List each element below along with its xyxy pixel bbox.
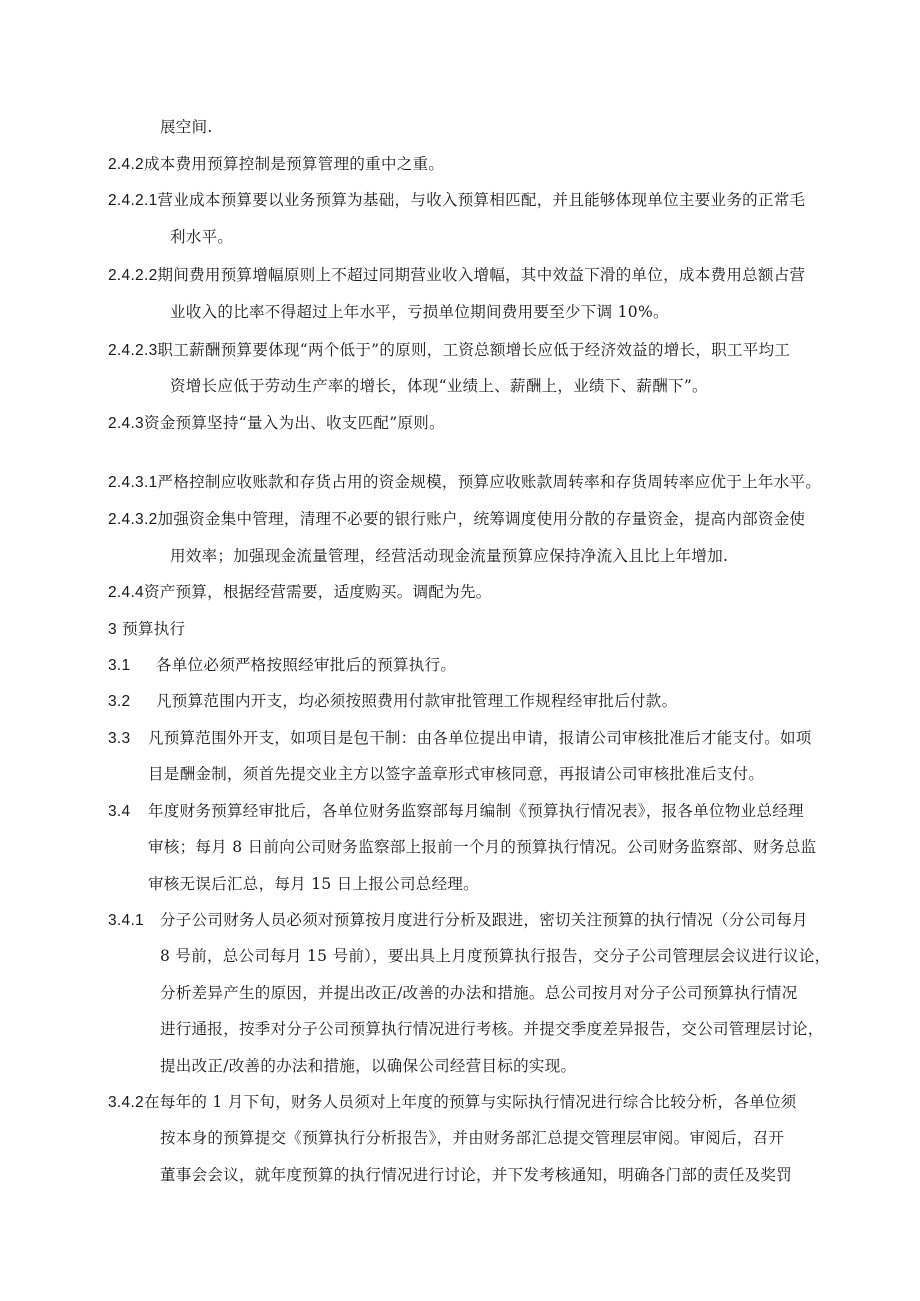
section-number: 2.4.2.2 <box>108 267 158 284</box>
line-text: 分子公司财务人员必须对预算按月度进行分析及跟进，密切关注预算的执行情况（分公司每月 <box>160 911 808 929</box>
section-number: 2.4.3.2 <box>108 511 158 528</box>
paragraph-line <box>108 910 808 931</box>
heading-3 <box>108 619 185 640</box>
line-text: 年度财务预算经审批后，各单位财务监察部每月编制《预算执行情况表》，报各单位物业总经理 <box>148 802 804 820</box>
line-text: 职工薪酬预算要体现“两个低于”的原则，工资总额增长应低于经济效益的增长，职工平均工 <box>157 341 791 359</box>
paragraph-line <box>160 1128 784 1149</box>
line-text: 提出改正/改善的办法和措施，以确保公司经营目标的实现。 <box>160 1057 577 1075</box>
heading-2-4-3 <box>108 413 445 434</box>
paragraph-line <box>108 728 812 749</box>
line-text: 加强资金集中管理，清理不必要的银行账户，统筹调度使用分散的存量资金，提高内部资金使 <box>157 510 806 528</box>
paragraph-line <box>108 691 677 712</box>
line-text: 各单位必须严格按照经审批后的预算执行。 <box>156 656 457 674</box>
line-text: 凡预算范围外开支，如项目是包干制：由各单位提出申请，报请公司审核批准后才能支付。如项 <box>148 729 812 747</box>
paragraph-line <box>148 837 816 858</box>
line-text: 凡预算范围内开支，均必须按照费用付款审批管理工作规程经审批后付款。 <box>156 692 678 710</box>
paragraph-line <box>170 302 669 323</box>
line-text: 资增长应低于劳动生产率的增长，体现“业绩上、薪酬上，业绩下、薪酬下”。 <box>170 377 708 395</box>
section-number: 2.4.3.1 <box>108 474 158 491</box>
section-number: 3.2 <box>108 693 131 710</box>
line-text: 营业成本预算要以业务预算为基础，与收入预算相匹配，并且能够体现单位主要业务的正常毛 <box>157 191 806 209</box>
heading-2-4-4 <box>108 582 492 603</box>
paragraph-line <box>170 376 708 397</box>
section-number: 2.4.3 <box>108 415 144 432</box>
paragraph-line <box>160 1056 576 1077</box>
line-text: 在每年的 1 月下旬，财务人员须对上年度的预算与实际执行情况进行综合比较分析，各单位须 <box>143 1093 797 1111</box>
paragraph-line <box>170 546 728 567</box>
line-text: 成本费用预算控制是预算管理的重中之重。 <box>143 155 445 173</box>
line-text: 展空间. <box>160 118 213 136</box>
paragraph-line <box>148 874 479 895</box>
line-text: 期间费用预算增幅原则上不超过同期营业收入增幅，其中效益下滑的单位，成本费用总额占营 <box>157 266 806 284</box>
section-number: 3.1 <box>108 657 131 674</box>
line-text: 审核；每月 8 日前向公司财务监察部上报前一个月的预算执行情况。公司财务监察部、财务总监 <box>148 838 817 856</box>
section-number: 3 <box>108 621 117 638</box>
line-text: 按本身的预算提交《预算执行分析报告》，并由财务部汇总提交管理层审阅。审阅后，召开 <box>160 1129 785 1147</box>
paragraph-line <box>160 117 213 138</box>
section-number: 2.4.2 <box>108 156 144 173</box>
line-text: 资金预算坚持“量入为出、收支匹配”原则。 <box>143 414 445 432</box>
paragraph-line <box>108 340 790 361</box>
paragraph-line <box>160 946 830 967</box>
paragraph-line <box>108 801 804 822</box>
paragraph-line <box>108 472 821 493</box>
section-number: 2.4.2.1 <box>108 192 158 209</box>
paragraph-line <box>170 227 233 248</box>
line-text: 董事会会议，就年度预算的执行情况进行讨论，并下发考核通知，明确各门部的责任及奖罚 <box>160 1166 793 1184</box>
section-number: 3.3 <box>108 730 131 747</box>
section-number: 3.4 <box>108 803 131 820</box>
line-text: 目是酬金制，须首先提交业主方以签字盖章形式审核同意，再报请公司审核批准后支付。 <box>148 765 765 783</box>
paragraph-line <box>160 1165 792 1186</box>
line-text: 分析差异产生的原因，并提出改正/改善的办法和措施。总公司按月对分子公司预算执行情况 <box>160 984 798 1002</box>
heading-2-4-2 <box>108 154 444 175</box>
paragraph-line <box>108 190 805 211</box>
line-text: 业收入的比率不得超过上年水平，亏损单位期间费用要至少下调 10%。 <box>170 303 669 321</box>
section-number: 3.4.1 <box>108 912 144 929</box>
paragraph-line <box>148 764 764 785</box>
line-text: 用效率；加强现金流量管理，经营活动现金流量预算应保持净流入且比上年增加. <box>170 547 729 565</box>
paragraph-line <box>160 983 798 1004</box>
line-text: 资产预算，根据经营需要，适度购买。调配为先。 <box>143 583 492 601</box>
paragraph-line <box>108 655 456 676</box>
paragraph-line <box>160 1019 824 1040</box>
paragraph-line <box>108 509 805 530</box>
line-text: 审核无误后汇总，每月 15 日上报公司总经理。 <box>148 875 479 893</box>
line-text: 预算执行 <box>122 620 186 638</box>
line-text: 利水平。 <box>170 228 234 246</box>
line-text: 8 号前，总公司每月 15 号前），要出具上月度预算执行报告，交分子公司管理层会议进行议论， <box>160 947 831 965</box>
paragraph-line <box>108 1092 797 1113</box>
paragraph-line <box>108 265 805 286</box>
section-number: 3.4.2 <box>108 1094 144 1111</box>
section-number: 2.4.4 <box>108 584 144 601</box>
line-text: 进行通报，按季对分子公司预算执行情况进行考核。并提交季度差异报告，交公司管理层讨论， <box>160 1020 824 1038</box>
section-number: 2.4.2.3 <box>108 342 158 359</box>
line-text: 严格控制应收账款和存货占用的资金规模，预算应收账款周转率和存货周转率应优于上年水平。 <box>157 473 822 491</box>
